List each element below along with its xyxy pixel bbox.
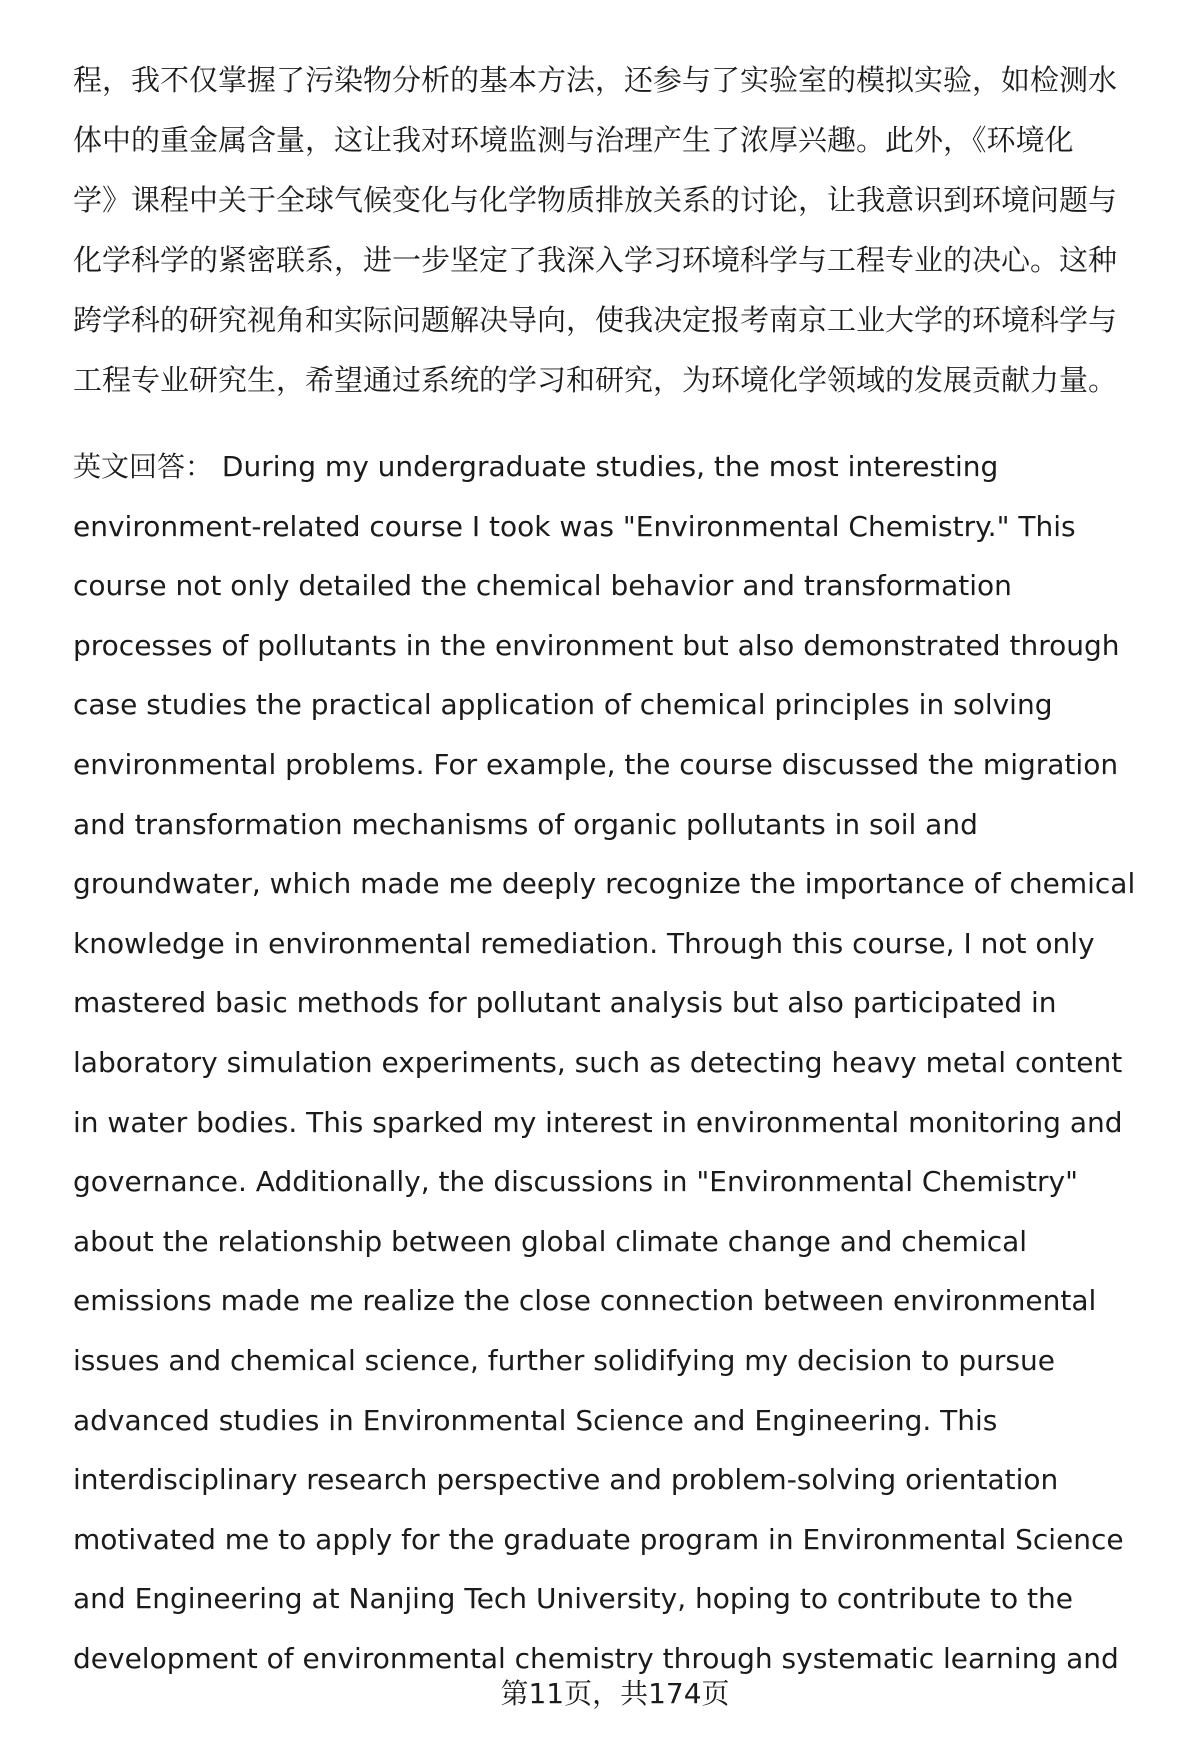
english-text-line: motivated me to apply for the graduate program in Environmental Science (73, 1522, 1124, 1556)
chinese-text-line: 体中的重金属含量，这让我对环境监测与治理产生了浓厚兴趣。此外，《环境化 (73, 123, 1074, 157)
english-text-line: in water bodies. This sparked my interest in environmental monitoring and (73, 1105, 1123, 1139)
page-footer (0, 1674, 1200, 1714)
chinese-text-line: 化学科学的紧密联系，进一步坚定了我深入学习环境科学与工程专业的决心。这种 (73, 243, 1118, 277)
english-text-line: and transformation mechanisms of organic pollutants in soil and (73, 807, 978, 841)
english-text-line: knowledge in environmental remediation. Through this course, I not only (73, 926, 1095, 960)
chinese-text-line: 工程专业研究生，希望通过系统的学习和研究，为环境化学领域的发展贡献力量。 (73, 363, 1118, 397)
english-text-line: emissions made me realize the close connection between environmental (73, 1284, 1097, 1318)
english-text-line: laboratory simulation experiments, such as detecting heavy metal content (73, 1045, 1123, 1079)
english-text-line: development of environmental chemistry through systematic learning and (73, 1641, 1119, 1675)
english-text-line: environment-related course I took was "Environmental Chemistry." This (73, 509, 1076, 543)
english-text-line: issues and chemical science, further solidifying my decision to pursue (73, 1343, 1055, 1377)
english-text-line: 英文回答： During my undergraduate studies, the most interesting (73, 450, 999, 483)
chinese-text-line: 程，我不仅掌握了污染物分析的基本方法，还参与了实验室的模拟实验，如检测水 (73, 63, 1118, 97)
english-text-line: processes of pollutants in the environment but also demonstrated through (73, 628, 1120, 662)
page-number-label: 第11页，共174页 (500, 1677, 730, 1710)
english-text-line: mastered basic methods for pollutant analysis but also participated in (73, 986, 1057, 1020)
english-text-line: advanced studies in Environmental Science and Engineering. This (73, 1403, 998, 1437)
english-text-line: governance. Additionally, the discussions in "Environmental Chemistry" (73, 1165, 1078, 1199)
english-text-line: and Engineering at Nanjing Tech University, hoping to contribute to the (73, 1582, 1073, 1616)
english-text-line: case studies the practical application of chemical principles in solving (73, 688, 1053, 722)
chinese-text-line: 跨学科的研究视角和实际问题解决导向，使我决定报考南京工业大学的环境科学与 (73, 303, 1118, 337)
chinese-paragraph (73, 50, 1183, 410)
english-text-line: interdisciplinary research perspective and problem-solving orientation (73, 1463, 1059, 1497)
chinese-text-line: 学》课程中关于全球气候变化与化学物质排放关系的讨论，让我意识到环境问题与 (73, 183, 1118, 217)
english-text-line: about the relationship between global climate change and chemical (73, 1224, 1028, 1258)
english-text-line: environmental problems. For example, the course discussed the migration (73, 747, 1119, 781)
english-answer-paragraph (73, 437, 1183, 1688)
english-text-line: course not only detailed the chemical behavior and transformation (73, 569, 1012, 603)
english-text-line: groundwater, which made me deeply recognize the importance of chemical (73, 867, 1136, 901)
